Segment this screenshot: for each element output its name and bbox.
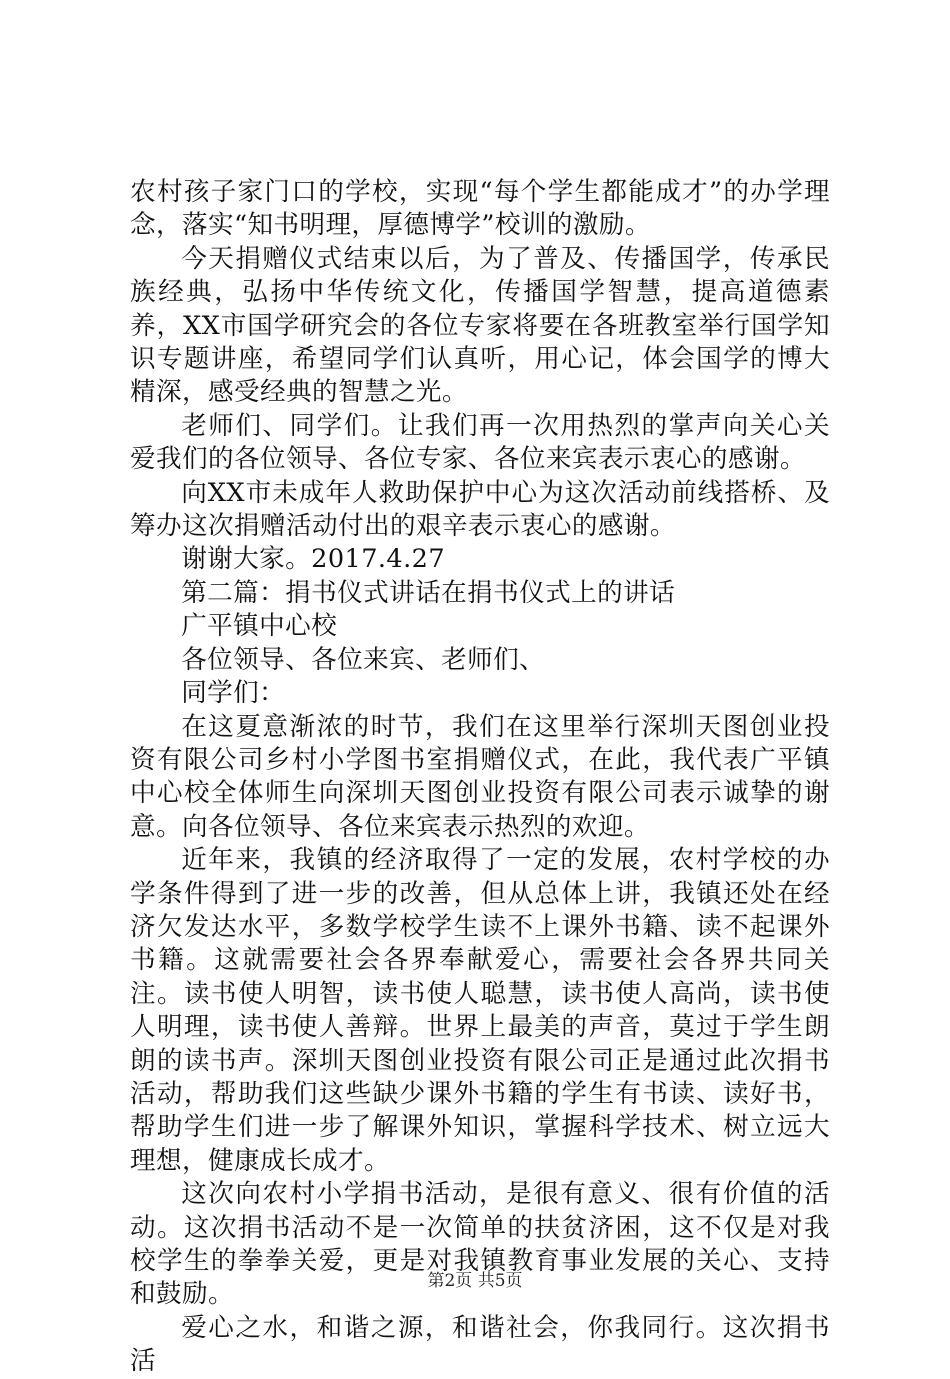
paragraph-continuation: 农村孩子家门口的学校，实现“每个学生都能成才”的办学理念，落实“知书明理，厚德博学”校训的激励。 [130,177,830,241]
paragraph-applause: 老师们、同学们。让我们再一次用热烈的掌声向关心关爱我们的各位领导、各位专家、各位来宾表示衷心的感谢。 [130,410,830,475]
paragraph-harmony: 爱心之水，和谐之源，和谐社会，你我同行。这次捐书活 [130,1312,830,1377]
speaker-org: 广平镇中心校 [181,611,338,642]
paragraph-closing-date: 谢谢大家。2017.4.27 [181,544,446,575]
paragraph-lecture-notice: 今天捐赠仪式结束以后，为了普及、传播国学，传承民族经典，弘扬中华传统文化，传播国学智慧，提高道德素养，XX市国学研究会的各位专家将要在各班教室举行国学知识专题讲座，希望同学们认真听，用心记，体会国学的博大精深，感受经典的智慧之光。 [130,243,830,408]
salutation-line-1: 各位领导、各位来宾、老师们、 [181,644,546,675]
document-body [130,176,830,1379]
paragraph-opening: 在这夏意渐浓的时节，我们在这里举行深圳天图创业投资有限公司乡村小学图书室捐赠仪式，在此，我代表广平镇中心校全体师生向深圳天图创业投资有限公司表示诚挚的谢意。向各位领导、各位来宾表示热烈的欢迎。 [130,711,830,842]
section-title: 第二篇：捐书仪式讲话在捐书仪式上的讲话 [181,577,676,608]
paragraph-significance: 这次向农村小学捐书活动，是很有意义、很有价值的活动。这次捐书活动不是一次简单的扶贫济困，这不仅是对我校学生的拳拳关爱，更是对我镇教育事业发展的关心、支持和鼓励。 [130,1179,830,1310]
paragraph-background: 近年来，我镇的经济取得了一定的发展，农村学校的办学条件得到了进一步的改善，但从总体上讲，我镇还处在经济欠发达水平，多数学校学生读不上课外书籍、读不起课外书籍。这就需要社会各界奉献爱心，需要社会各界共同关注。读书使人明智，读书使人聪慧，读书使人高尚，读书使人明理，读书使人善辩。世界上最美的声音，莫过于学生朗朗的读书声。深圳天图创业投资有限公司正是通过此次捐书活动，帮助我们这些缺少课外书籍的学生有书读、读好书，帮助学生们进一步了解课外知识，掌握科学技术、树立远大理想，健康成长成才。 [130,845,830,1176]
paragraph-thanks-center: 向XX市未成年人救助保护中心为这次活动前线搭桥、及筹办这次捐赠活动付出的艰辛表示衷心的感谢。 [130,477,830,542]
salutation-line-2: 同学们： [181,678,286,709]
page-number-footer: 第2页 共5页 [427,1271,523,1291]
